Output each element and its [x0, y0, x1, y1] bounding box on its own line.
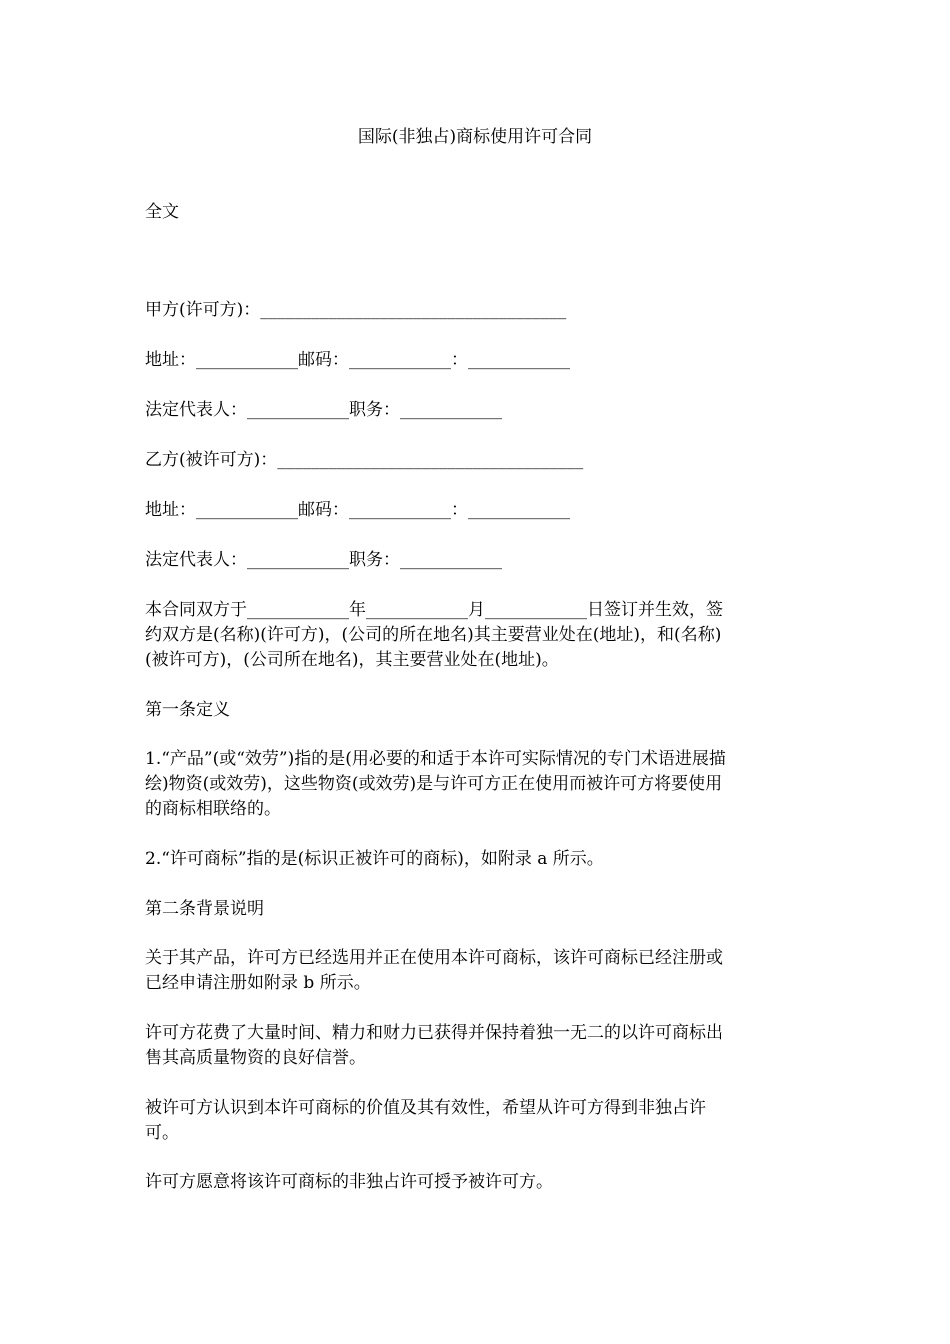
article-1-item-1-line: 绘)物资(或效劳)，这些物资(或效劳)是与许可方正在使用而被许可方将要使用: [145, 774, 723, 794]
article-2-paragraph-line: 售其高质量物资的良好信誉。: [145, 1048, 366, 1068]
article-2-paragraph-1: [145, 946, 800, 996]
article-1-item-2: 2.“许可商标”指的是(标识正被许可的商标)，如附录 a 所示。: [145, 849, 604, 869]
party-a-address-line: 地址：____________邮码：____________：____________: [145, 350, 570, 370]
document-title: 国际(非独占)商标使用许可合同: [357, 127, 593, 147]
article-2-paragraph-2: [145, 1021, 800, 1071]
article-1-item-1-line: 的商标相联络的。: [145, 799, 281, 819]
party-a-name-line: 甲方(许可方)：____________________________________: [145, 300, 567, 320]
signing-paragraph: [145, 598, 800, 673]
party-b-representative-line: 法定代表人：____________职务：____________: [145, 550, 502, 570]
article-1-heading: 第一条定义: [145, 700, 230, 720]
article-2-paragraph-line: 可。: [145, 1123, 179, 1143]
article-2-paragraph-line: 已经申请注册如附录 b 所示。: [145, 973, 371, 993]
article-1-item-1: [145, 747, 800, 822]
article-2-paragraph-line: 许可方花费了大量时间、精力和财力已获得并保持着独一无二的以许可商标出: [145, 1023, 723, 1043]
party-b-address-line: 地址：____________邮码：____________：____________: [145, 500, 570, 520]
article-2-paragraph-4: 许可方愿意将该许可商标的非独占许可授予被许可方。: [145, 1172, 553, 1192]
party-a-representative-line: 法定代表人：____________职务：____________: [145, 400, 502, 420]
article-1-item-1-line: 1.“产品”(或“效劳”)指的是(用必要的和适于本许可实际情况的专门术语进展描: [145, 749, 726, 769]
party-b-name-line: 乙方(被许可方)：____________________________________: [145, 450, 584, 470]
article-2-paragraph-line: 被许可方认识到本许可商标的价值及其有效性，希望从许可方得到非独占许: [145, 1098, 706, 1118]
signing-line: (被许可方)，(公司所在地名)，其主要营业处在(地址)。: [145, 650, 559, 670]
article-2-paragraph-line: 关于其产品，许可方已经选用并正在使用本许可商标，该许可商标已经注册或: [145, 948, 723, 968]
fulltext-label: 全文: [145, 202, 179, 222]
article-2-heading: 第二条背景说明: [145, 899, 264, 919]
signing-line: 本合同双方于____________年____________月____________日签订并生效，签: [145, 600, 723, 620]
signing-line: 约双方是(名称)(许可方)，(公司的所在地名)其主要营业处在(地址)，和(名称): [145, 625, 722, 645]
article-2-paragraph-3: [145, 1096, 800, 1146]
